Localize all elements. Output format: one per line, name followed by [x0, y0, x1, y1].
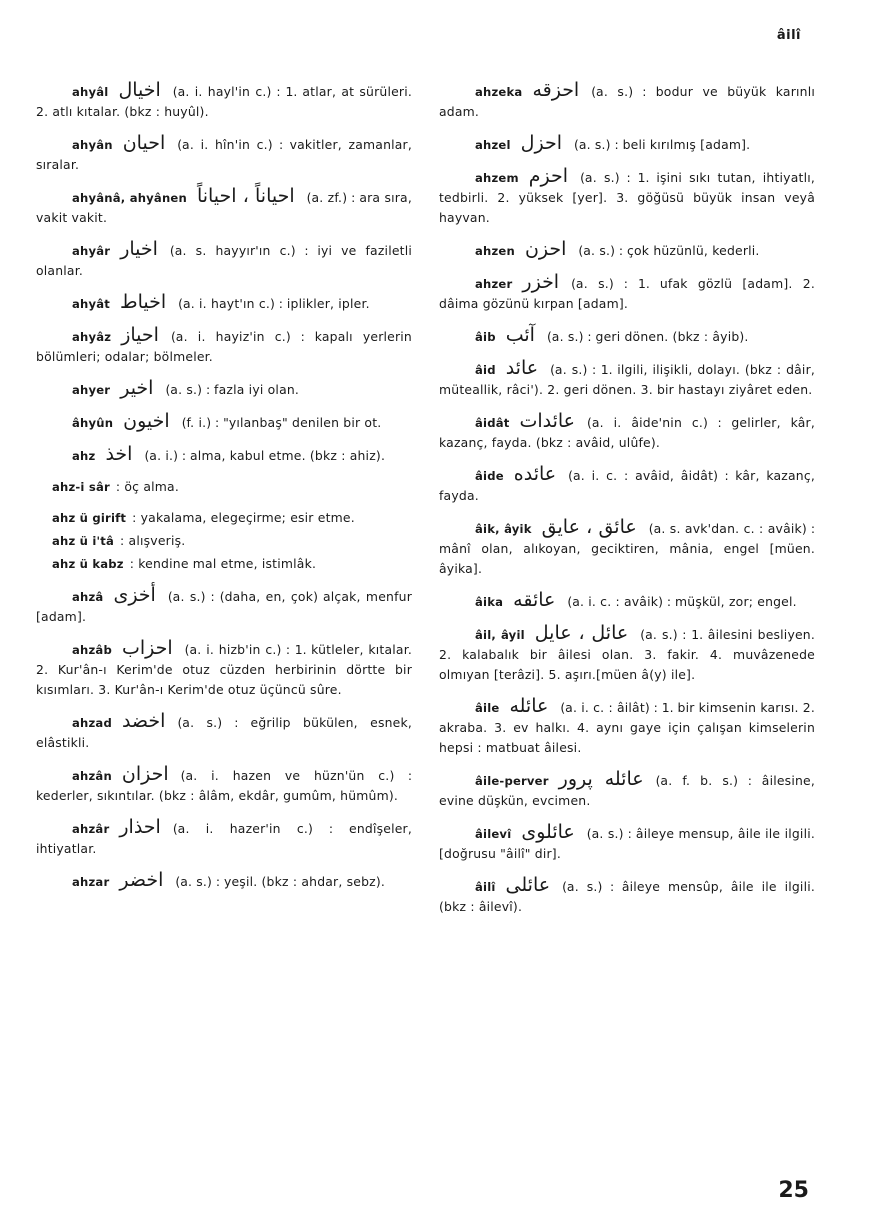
- dictionary-entry: [439, 239, 815, 261]
- dictionary-entry: [439, 358, 815, 400]
- dictionary-entry: [36, 817, 412, 859]
- dictionary-entry: [36, 585, 412, 627]
- entry-headword: âib: [475, 330, 496, 344]
- entry-definition: (a. i. hîn'in c.) : vakitler, zamanlar, sıralar.: [36, 137, 412, 172]
- entry-headword: ahzel: [475, 138, 511, 152]
- entry-definition: (a. i. hazen ve hüzn'ün c.) : kederler, sıkıntılar. (bkz : âlâm, ekdâr, gumûm, hümûm).: [36, 768, 412, 803]
- entry-definition: (a. s.) : bodur ve büyük karınlı adam.: [439, 84, 815, 119]
- entry-arabic-script: احزن: [524, 238, 567, 260]
- dictionary-entry: [36, 186, 412, 228]
- page-number: 25: [778, 1178, 809, 1203]
- entry-headword: ahzâb: [72, 643, 112, 657]
- entry-definition: (a. s.) : 1. ilgili, ilişikli, dolayı. (bkz : dâir, müteallik, râci'). 2. geri dönen. 3. bir hastayı ziyâret eden.: [439, 362, 815, 397]
- dictionary-entry: [36, 411, 412, 433]
- entry-arabic-script: عائق ، عايق: [541, 516, 637, 538]
- entry-arabic-script: عائله پرور: [558, 768, 644, 790]
- dictionary-entry: [439, 822, 815, 864]
- dictionary-entry: [439, 325, 815, 347]
- left-column: [36, 80, 412, 903]
- entry-headword: ahyer: [72, 383, 111, 397]
- entry-headword: ahz ü i'tâ: [52, 534, 115, 548]
- entry-definition: (a. s.) : beli kırılmış [adam].: [573, 137, 751, 152]
- dictionary-entry: [439, 623, 815, 685]
- entry-definition: (a. i. c. : avâik) : müşkül, zor; engel.: [567, 594, 797, 609]
- entry-arabic-script: عائل ، عايل: [534, 622, 629, 644]
- entry-headword: ahz ü girift: [52, 511, 127, 525]
- entry-definition: (a. s.) : (daha, en, çok) alçak, menfur [adam].: [36, 589, 412, 624]
- entry-arabic-script: عائله: [509, 695, 549, 717]
- dictionary-entry: [36, 711, 412, 753]
- entry-headword: ahzen: [475, 244, 515, 258]
- entry-headword: ahzân: [72, 769, 112, 783]
- entry-arabic-script: اخزر: [522, 271, 560, 293]
- entry-definition: (a. s.) : eğrilip bükülen, esnek, elâstikli.: [36, 715, 412, 750]
- dictionary-entry: [36, 378, 412, 400]
- entry-headword: ahzad: [72, 716, 112, 730]
- dictionary-entry: [439, 133, 815, 155]
- dictionary-entry: [439, 769, 815, 811]
- entry-definition: (a. i. hazer'in c.) : endîşeler, ihtiyatlar.: [36, 821, 412, 856]
- entry-definition: (a. i. c. : avâid, âidât) : kâr, kazanç, fayda.: [439, 468, 815, 503]
- entry-arabic-script: اخيون: [123, 410, 170, 432]
- dictionary-entry: [439, 696, 815, 758]
- entry-definition: : alışveriş.: [120, 533, 186, 548]
- entry-definition: (a. i. hayt'ın c.) : iplikler, ipler.: [178, 296, 370, 311]
- entry-definition: (a. s.) : fazla iyi olan.: [165, 382, 300, 397]
- entry-definition: (a. zf.) : ara sıra, vakit vakit.: [36, 190, 412, 225]
- dictionary-entry: [36, 477, 412, 497]
- entry-headword: ahyâz: [72, 330, 112, 344]
- entry-arabic-script: احياناً ، احياناً: [196, 185, 295, 207]
- entry-arabic-script: آئب: [505, 324, 535, 346]
- entry-arabic-script: عائلوی: [521, 821, 575, 843]
- entry-headword: ahzâ: [72, 590, 104, 604]
- entry-headword: ahyâl: [72, 85, 109, 99]
- dictionary-entry: [36, 292, 412, 314]
- entry-headword: ahzeka: [475, 85, 523, 99]
- entry-arabic-script: اخير: [120, 377, 154, 399]
- entry-definition: (a. i. hayl'in c.) : 1. atlar, at sürüleri. 2. atlı kıtalar. (bkz : huyûl).: [36, 84, 412, 119]
- dictionary-entry: [36, 133, 412, 175]
- entry-headword: âide: [475, 469, 504, 483]
- entry-headword: ahz: [72, 449, 96, 463]
- entry-arabic-script: عائقه: [513, 589, 556, 611]
- dictionary-entry: [36, 870, 412, 892]
- dictionary-entry: [36, 638, 412, 700]
- dictionary-entry: [36, 444, 412, 466]
- entry-arabic-script: اخضد: [121, 710, 166, 732]
- entry-headword: âile-perver: [475, 774, 549, 788]
- entry-definition: (a. s.) : 1. işini sıkı tutan, ihtiyatlı, tedbirli. 2. yüksek [yer]. 3. göğüsü büyük insan veyâ hayvan.: [439, 170, 815, 225]
- entry-headword: ahzem: [475, 171, 519, 185]
- dictionary-entry: [439, 80, 815, 122]
- entry-headword: âile: [475, 701, 500, 715]
- entry-arabic-script: اخضر: [119, 869, 164, 891]
- entry-definition: : öç alma.: [115, 479, 179, 494]
- entry-arabic-script: اخياط: [120, 291, 167, 313]
- entry-headword: ahzâr: [72, 822, 110, 836]
- entry-arabic-script: احذار: [119, 816, 161, 838]
- entry-definition: (a. s.) : geri dönen. (bkz : âyib).: [546, 329, 749, 344]
- dictionary-entry: [36, 531, 412, 551]
- entry-definition: (a. s.) : 1. âilesini besliyen. 2. kalabalık bir âilesi olan. 3. fakir. 4. muvâzenede olmıyan [terâzi]. 5. aşırı.[müen â(y) ile].: [439, 627, 816, 682]
- entry-headword: ahz ü kabz: [52, 557, 124, 571]
- dictionary-entry: [36, 80, 412, 122]
- dictionary-entry: [439, 875, 815, 917]
- entry-arabic-script: احزاب: [121, 637, 173, 659]
- entry-arabic-script: احزقه: [532, 79, 580, 101]
- entry-headword: âhyûn: [72, 416, 114, 430]
- entry-definition: (f. i.) : "yılanbaş" denilen bir ot.: [181, 415, 382, 430]
- entry-definition: : kendine mal etme, istimlâk.: [129, 556, 317, 571]
- entry-headword: ahz-i sâr: [52, 480, 110, 494]
- dictionary-entry: [36, 239, 412, 281]
- entry-headword: ahyâr: [72, 244, 111, 258]
- entry-headword: ahyânâ, ahyânen: [72, 191, 187, 205]
- right-column: [439, 80, 815, 928]
- dictionary-entry: [36, 764, 412, 806]
- dictionary-entry: [439, 517, 815, 579]
- entry-definition: (a. s. avk'dan. c. : avâik) : mânî olan, alıkoyan, geciktiren, mânia, engel [müen. âyika].: [439, 521, 815, 576]
- entry-definition: (a. s. hayyır'ın c.) : iyi ve faziletli olanlar.: [36, 243, 412, 278]
- entry-arabic-script: عائلی: [505, 874, 551, 896]
- entry-arabic-script: احزان: [121, 763, 169, 785]
- entry-definition: : yakalama, elegeçirme; esir etme.: [132, 510, 355, 525]
- dictionary-entry: [439, 272, 815, 314]
- dictionary-entry: [439, 166, 815, 228]
- entry-headword: âilî: [475, 880, 496, 894]
- entry-definition: (a. i.) : alma, kabul etme. (bkz : ahiz).: [144, 448, 386, 463]
- entry-definition: (a. i. hayiz'in c.) : kapalı yerlerin bölümleri; odalar; bölmeler.: [36, 329, 412, 364]
- entry-arabic-script: اخيار: [120, 238, 158, 260]
- dictionary-entry: [439, 464, 815, 506]
- entry-headword: âik, âyik: [475, 522, 532, 536]
- entry-headword: âilevî: [475, 827, 512, 841]
- dictionary-entry: [439, 590, 815, 612]
- entry-definition: (a. s.) : yeşil. (bkz : ahdar, sebz).: [175, 874, 386, 889]
- entry-headword: âid: [475, 363, 496, 377]
- entry-headword: ahyân: [72, 138, 113, 152]
- entry-definition: (a. i. hizb'in c.) : 1. kütleler, kıtalar. 2. Kur'ân-ı Kerim'de otuz cüzden herbirinin dörtte bir kısımları. 3. Kur'ân-ı Kerim'de otuz üçüncü sûre.: [36, 642, 412, 697]
- entry-headword: âika: [475, 595, 504, 609]
- entry-definition: (a. i. âide'nin c.) : gelirler, kâr, kazanç, fayda. (bkz : avâid, ulûfe).: [439, 415, 815, 450]
- dictionary-entry: [36, 554, 412, 574]
- entry-definition: (a. s.) : âileye mensûp, âile ile ilgili. (bkz : âilevî).: [439, 879, 815, 914]
- entry-headword: ahzar: [72, 875, 110, 889]
- entry-headword: ahyât: [72, 297, 111, 311]
- entry-arabic-script: عائد: [505, 357, 539, 379]
- page-header-guide-word: âilî: [776, 28, 801, 43]
- entry-definition: (a. s.) : 1. ufak gözlü [adam]. 2. dâima gözünü kırpan [adam].: [439, 276, 815, 311]
- entry-arabic-script: احيان: [122, 132, 166, 154]
- entry-headword: âidât: [475, 416, 510, 430]
- entry-arabic-script: عائده: [513, 463, 557, 485]
- entry-headword: âil, âyil: [475, 628, 525, 642]
- entry-definition: (a. s.) : çok hüzünlü, kederli.: [578, 243, 760, 258]
- entry-arabic-script: اخيال: [118, 79, 161, 101]
- entry-arabic-script: أخزى: [113, 584, 156, 606]
- entry-arabic-script: احزل: [520, 132, 562, 154]
- entry-arabic-script: احزم: [528, 165, 569, 187]
- dictionary-entry: [36, 508, 412, 528]
- entry-headword: ahzer: [475, 277, 513, 291]
- entry-arabic-script: احياز: [121, 324, 159, 346]
- entry-definition: (a. f. b. s.) : âilesine, evine düşkün, evcimen.: [439, 773, 815, 808]
- entry-arabic-script: اخذ: [105, 443, 133, 465]
- entry-definition: (a. i. c. : âilât) : 1. bir kimsenin karısı. 2. akraba. 3. ev halkı. 4. aynı gaye için çalışan kimselerin hepsi : matbuat âilesi.: [439, 700, 816, 755]
- dictionary-entry: [439, 411, 815, 453]
- entry-definition: (a. s.) : âileye mensup, âile ile ilgili. [doğrusu "âilî" dir].: [439, 826, 815, 861]
- entry-arabic-script: عائدات: [519, 410, 576, 432]
- dictionary-entry: [36, 325, 412, 367]
